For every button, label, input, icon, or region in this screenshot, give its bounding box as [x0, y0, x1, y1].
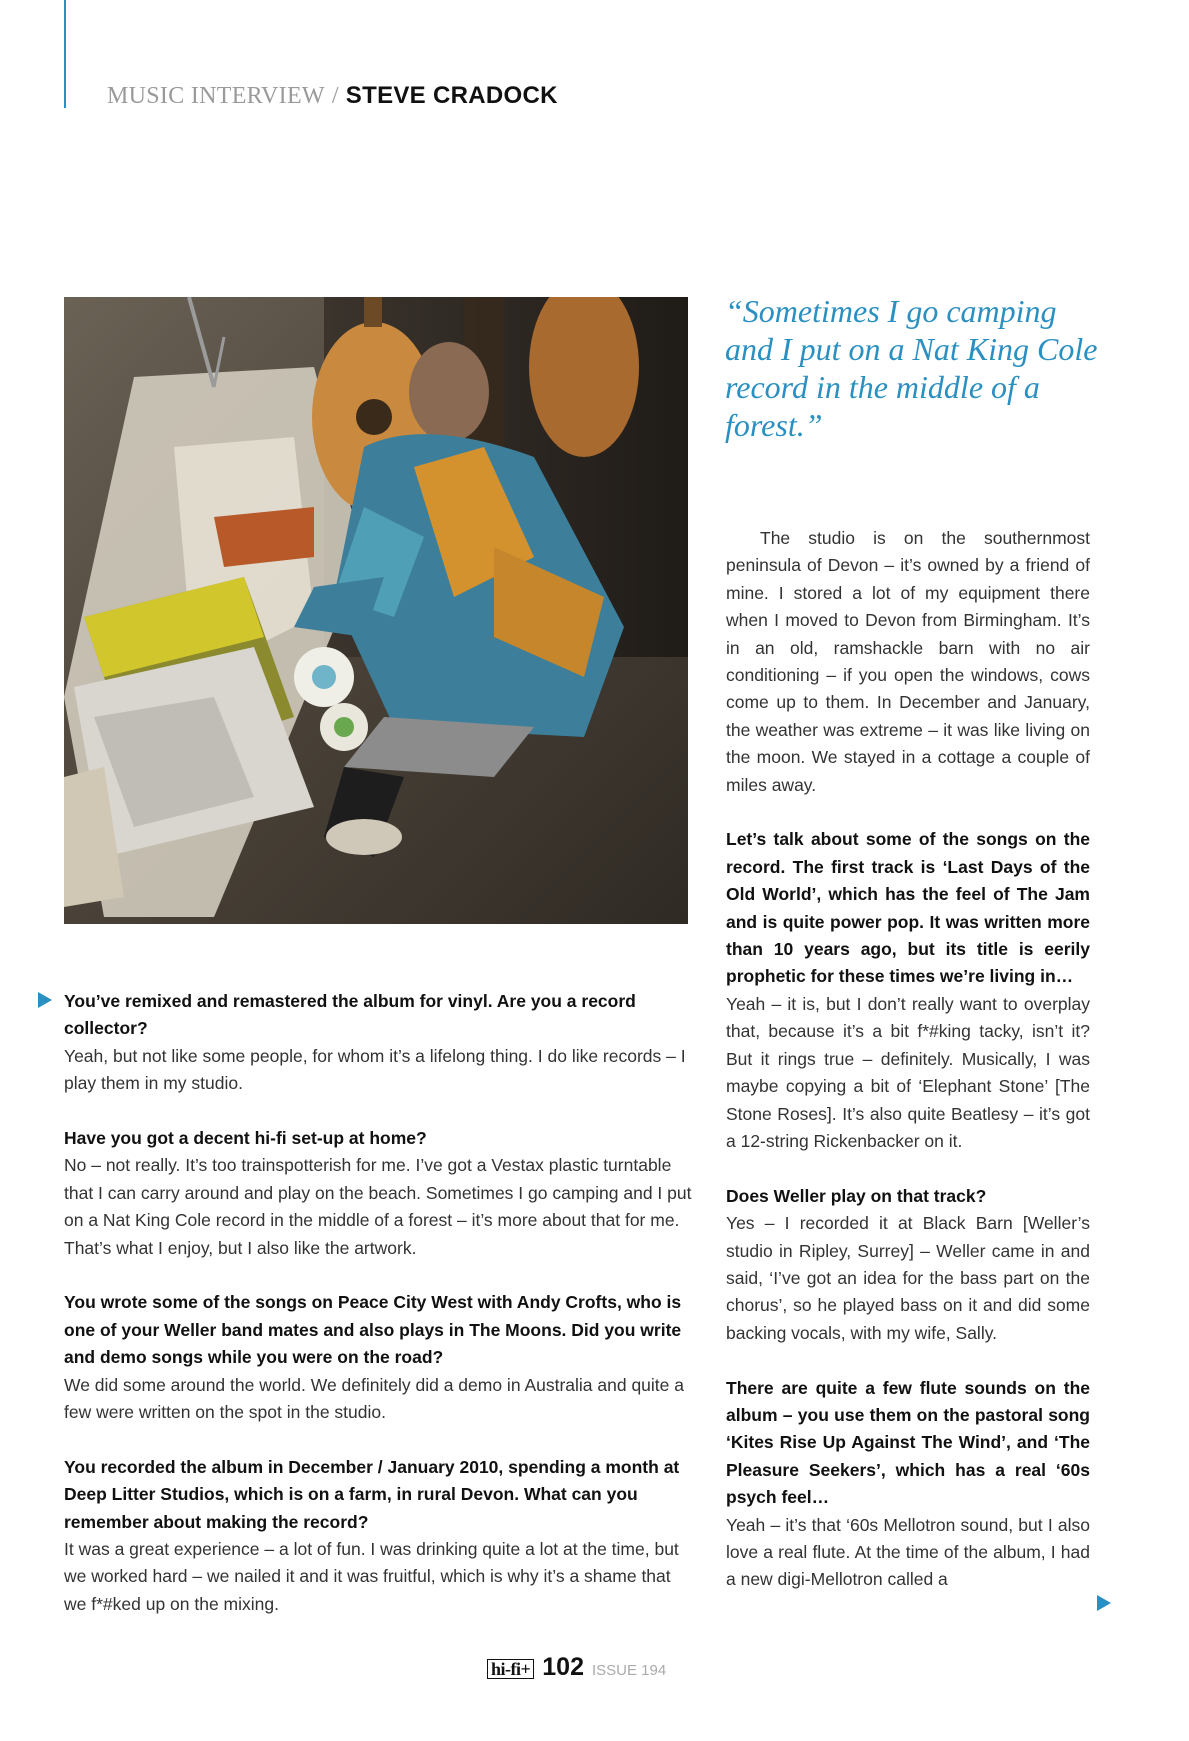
issue-number: ISSUE 194	[591, 1662, 667, 1679]
section-label: MUSIC INTERVIEW	[107, 83, 325, 109]
triangle-right-icon	[38, 992, 52, 1008]
magazine-logo: hi-fi+	[487, 1659, 534, 1679]
section-separator: /	[331, 83, 339, 109]
page-footer	[487, 1653, 666, 1682]
intro-paragraph: The studio is on the southernmost peninsula of Devon – it’s owned by a friend of mine. I stored a lot of my equipment there when I moved to Devon from Birmingham. It’s in an old, ramshackle barn with no air conditioning – if you open the windows, cows come up to them. In December and January, the weather was extreme – it was like living on the moon. We stayed in a cottage a couple of miles away.	[726, 528, 1090, 795]
qa-block	[64, 988, 694, 1098]
question: You’ve remixed and remastered the album for vinyl. Are you a record collector?	[64, 991, 636, 1039]
header-rule	[64, 0, 66, 108]
answer: No – not really. It’s too trainspotterish for me. I’ve got a Vestax plastic turntable that I can carry around and play on the beach. Sometimes I go camping and I put on a Nat King Cole record in the middle of a forest – it’s more about that for me. That’s what I enjoy, but I also like the artwork.	[64, 1155, 692, 1258]
qa-block	[726, 1375, 1090, 1594]
answer: Yeah – it’s that ‘60s Mellotron sound, but I also love a real flute. At the time of the album, I had a new digi-Mellotron called a	[726, 1514, 1090, 1590]
question: You wrote some of the songs on Peace City West with Andy Crofts, who is one of your Weller band mates and also plays in The Moons. Did you write and demo songs while you were on the road?	[64, 1292, 682, 1368]
interview-subject: STEVE CRADOCK	[345, 82, 558, 109]
answer: Yes – I recorded it at Black Barn [Weller’s studio in Ripley, Surrey] – Weller came in and said, ‘I’ve got an idea for the bass part on the chorus’, so he played bass on it and did some backing vocals, with my wife, Sally.	[726, 1213, 1090, 1343]
triangle-right-icon	[1097, 1595, 1111, 1611]
photo-illustration	[64, 297, 688, 924]
qa-block	[64, 1125, 694, 1262]
answer: Yeah – it is, but I don’t really want to overplay that, because it’s a bit f*#king tacky, isn’t it? But it rings true – definitely. Musically, I was maybe copying a bit of ‘Elephant Stone’ [The Stone Roses]. It’s also quite Beatlesy – it’s got a 12-string Rickenbacker on it.	[726, 993, 1090, 1151]
question: You recorded the album in December / January 2010, spending a month at Deep Litter Studios, which is on a farm, in rural Devon. What can you remember about making the record?	[64, 1456, 680, 1532]
question: Have you got a decent hi-fi set-up at home?	[64, 1128, 427, 1149]
right-column	[726, 525, 1090, 1621]
page-number: 102	[542, 1653, 584, 1681]
pull-quote: “Sometimes I go camping and I put on a Nat King Cole record in the middle of a forest.”	[725, 293, 1098, 443]
qa-block	[64, 1289, 694, 1426]
answer: It was a great experience – a lot of fun. I was drinking quite a lot at the time, but we worked hard – we nailed it and it was fruitful, which is why it’s a shame that we f*#ked up on the mixing.	[64, 1539, 679, 1614]
qa-block	[726, 1183, 1090, 1347]
answer: We did some around the world. We definitely did a demo in Australia and quite a few were written on the spot in the studio.	[64, 1374, 684, 1423]
answer: Yeah, but not like some people, for whom it’s a lifelong thing. I do like records – I play them in my studio.	[64, 1045, 686, 1094]
section-header	[107, 82, 558, 110]
question: Does Weller play on that track?	[726, 1185, 987, 1206]
question: Let’s talk about some of the songs on the record. The first track is ‘Last Days of the Old World’, which has the feel of The Jam and is quite power pop. It was written more than 10 years ago, but its title is eerily prophetic for these times we’re living in…	[726, 829, 1090, 987]
qa-block	[726, 826, 1090, 1155]
question: There are quite a few flute sounds on the album – you use them on the pastoral song ‘Kites Rise Up Against The Wind’, and ‘The Pleasure Seekers’, which has a real ‘60s psych feel…	[726, 1377, 1090, 1508]
left-column	[64, 988, 694, 1646]
feature-photo	[64, 297, 688, 924]
qa-block	[64, 1454, 694, 1618]
